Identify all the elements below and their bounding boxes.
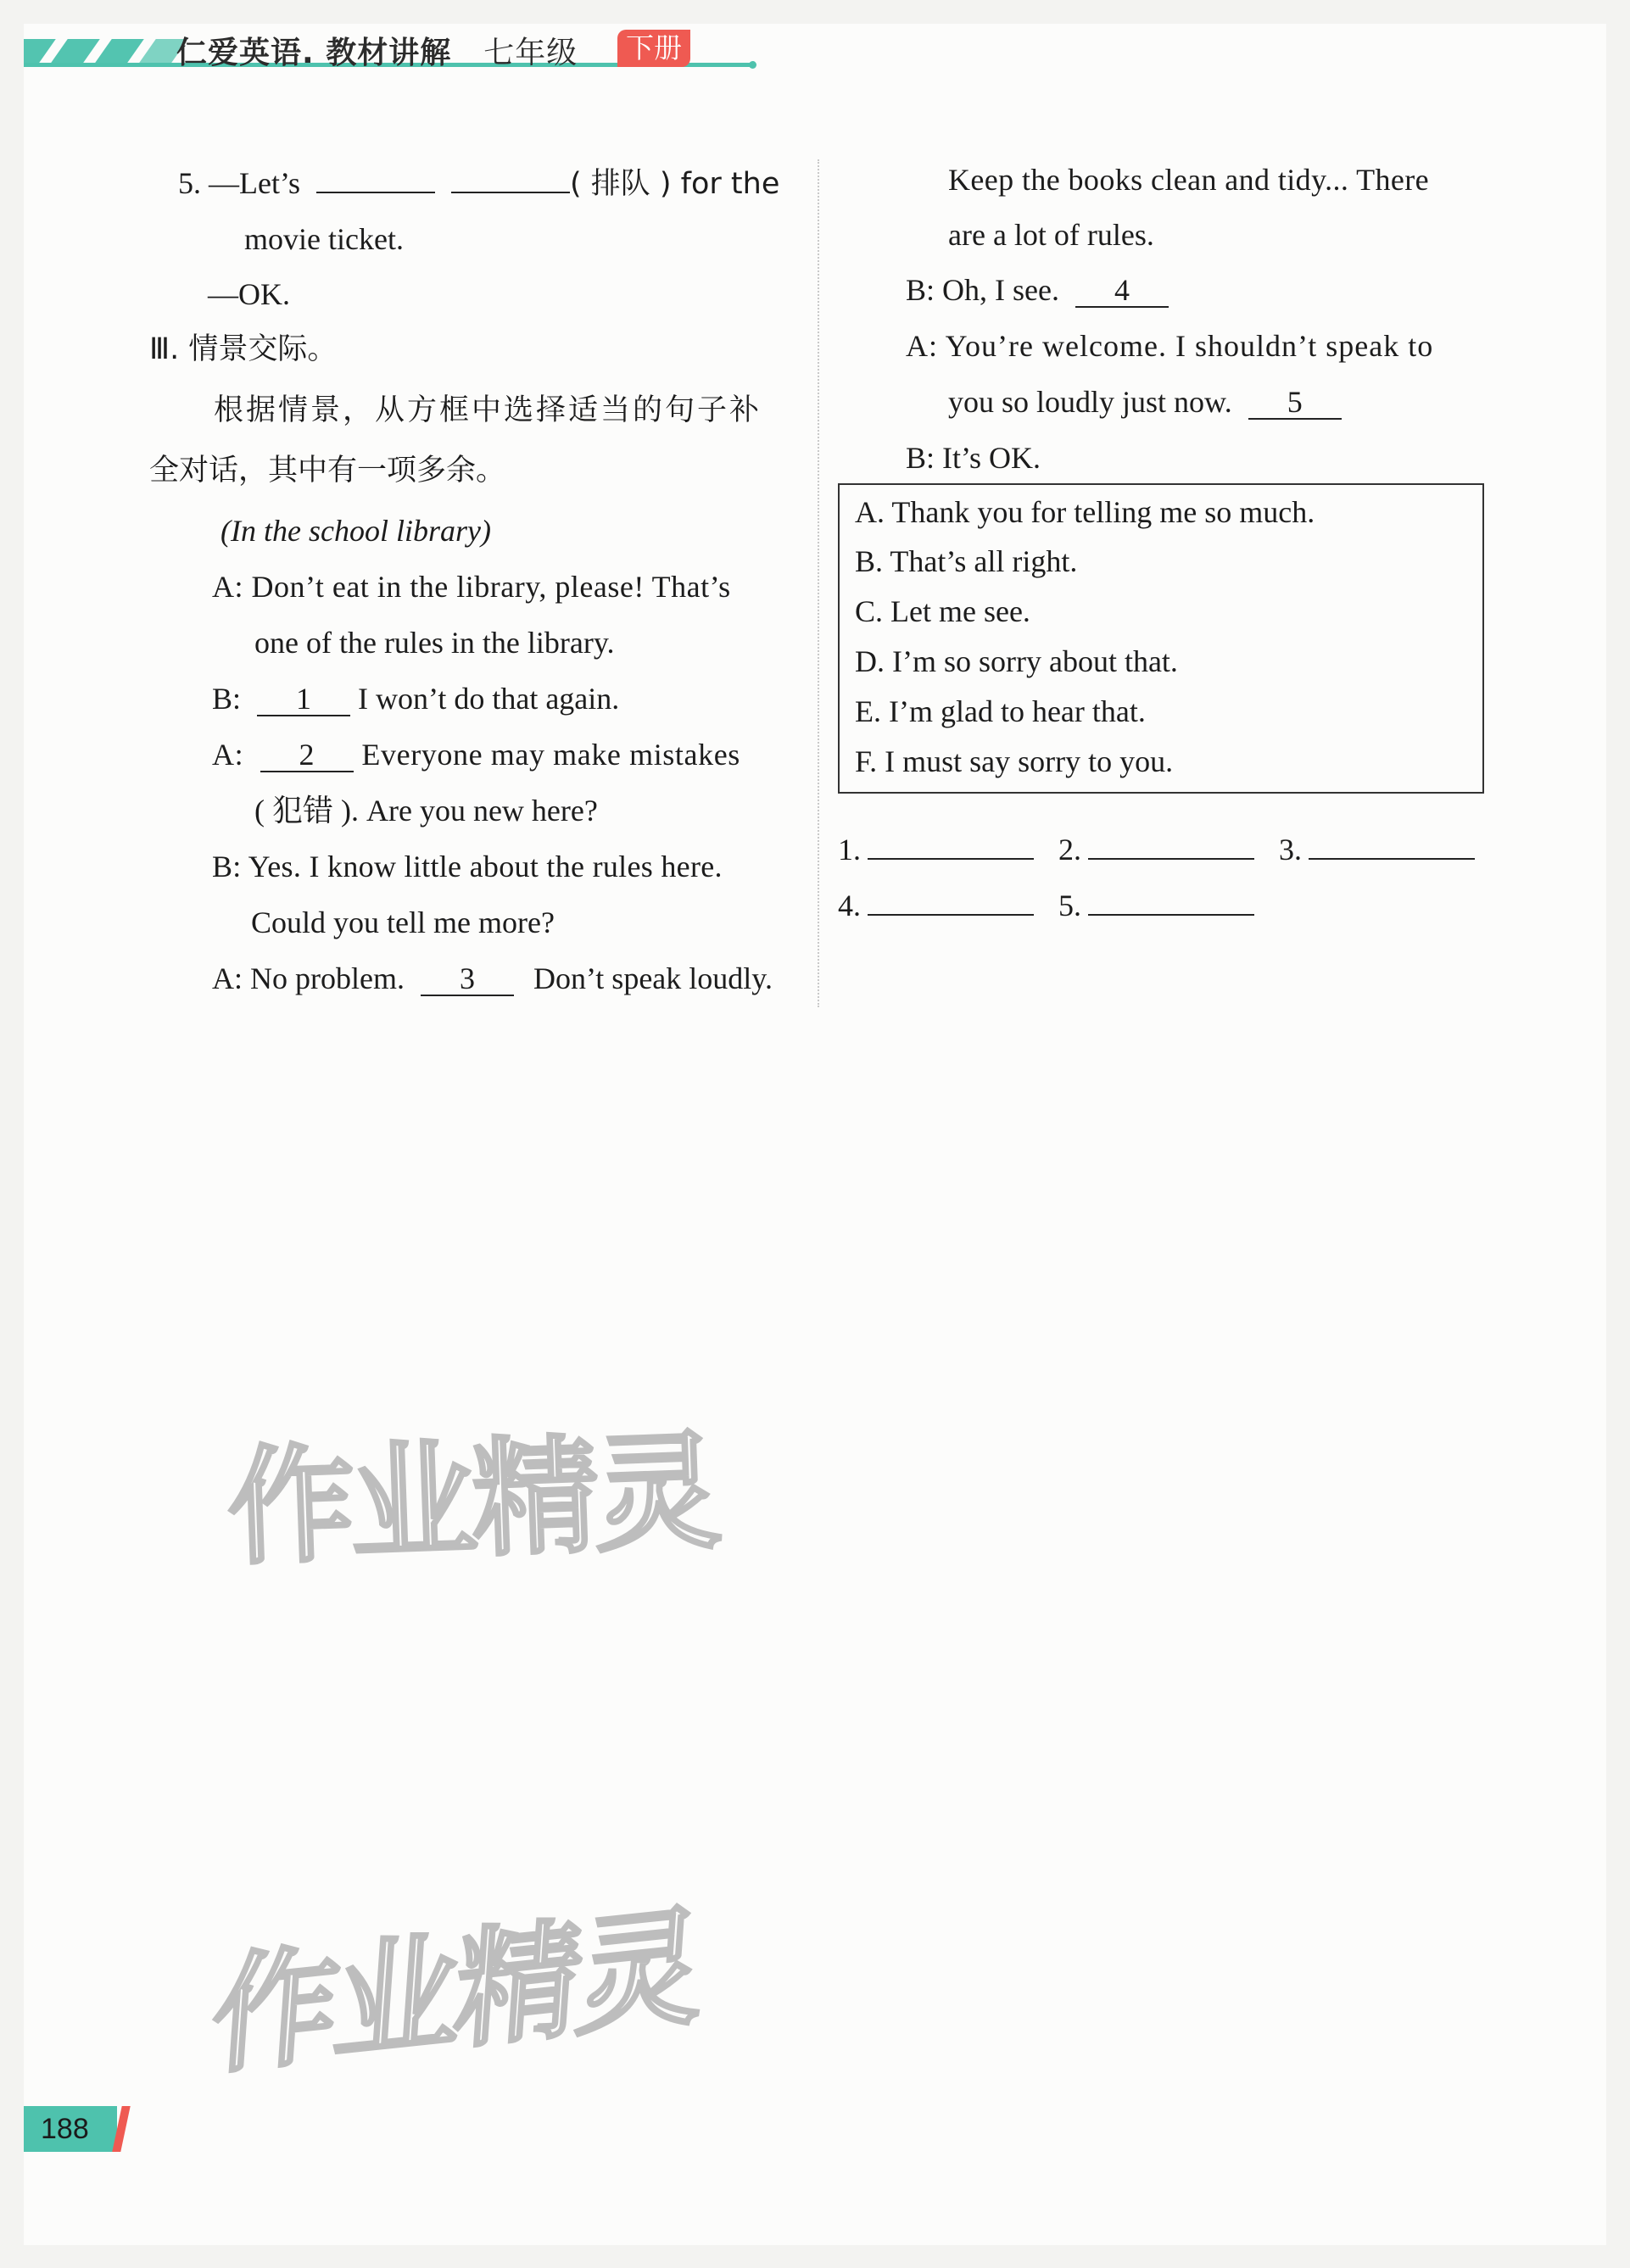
dialogue-line-8: A: No problem. 3 Don’t speak loudly.	[212, 961, 773, 995]
dialogue-line-3: B: 1 I won’t do that again.	[212, 682, 620, 716]
dialogue-right-line-6: B: It’s OK.	[906, 441, 1041, 475]
dialogue-blank-2[interactable]: 2	[260, 738, 354, 772]
volume-tag: 下册	[617, 30, 690, 67]
dialogue-line-2: one of the rules in the library.	[254, 626, 615, 660]
dialogue-right-line-3: B: Oh, I see. 4	[906, 271, 1169, 309]
option-f: F. I must say sorry to you.	[855, 744, 1174, 778]
dialogue-line-7: Could you tell me more?	[251, 906, 555, 939]
option-e: E. I’m glad to hear that.	[855, 694, 1146, 728]
section-3-instruction-2: 全对话，其中有一项多余。	[149, 454, 506, 488]
dialogue-right-line-4: A: You’re welcome. I shouldn’t speak to	[906, 329, 1434, 363]
dialogue-right-line-2: are a lot of rules.	[948, 218, 1154, 252]
options-box	[838, 483, 1484, 794]
grade-label: 七年级	[483, 36, 578, 70]
dialogue-right-line-1: Keep the books clean and tidy... There	[948, 163, 1430, 197]
dialogue-line-1: A: Don’t eat in the library, please! That’s	[212, 570, 731, 604]
header-rule-dot	[749, 61, 756, 69]
option-d: D. I’m so sorry about that.	[855, 644, 1178, 678]
dialogue-blank-1[interactable]: 1	[257, 683, 350, 716]
q5-blank-1[interactable]	[316, 159, 435, 193]
answer-row-1: 1. 2. 3.	[838, 826, 1475, 868]
q5-line1: 5. —Let’s ( 排队 ) for the	[178, 159, 779, 203]
column-divider	[818, 159, 819, 1007]
scene-label: (In the school library)	[220, 514, 491, 548]
answer-blank-2[interactable]	[1088, 826, 1254, 860]
dialogue-blank-5[interactable]: 5	[1248, 386, 1342, 420]
dialogue-blank-3[interactable]: 3	[421, 962, 514, 996]
dialogue-right-line-5: you so loudly just now. 5	[948, 383, 1342, 421]
q5-line3: —OK.	[208, 277, 290, 311]
answer-blank-1[interactable]	[868, 826, 1034, 860]
answer-blank-5[interactable]	[1088, 882, 1254, 916]
section-3-heading: Ⅲ. 情景交际。	[149, 332, 338, 366]
option-c: C. Let me see.	[855, 594, 1030, 628]
answer-blank-3[interactable]	[1309, 826, 1475, 860]
dialogue-line-6: B: Yes. I know little about the rules here.	[212, 850, 723, 883]
section-3-instruction-1: 根据情景，从方框中选择适当的句子补	[214, 393, 762, 427]
option-a: A. Thank you for telling me so much.	[855, 495, 1315, 529]
book-title: 仁爱英语. 教材讲解	[176, 36, 452, 70]
header-title	[176, 29, 578, 72]
page-number: 188	[41, 2113, 89, 2145]
q5-blank-2[interactable]	[451, 159, 570, 193]
dialogue-line-5: ( 犯错 ). Are you new here?	[254, 794, 598, 828]
answer-row-2: 4. 5.	[838, 882, 1254, 924]
dialogue-line-4: A: 2 Everyone may make mistakes	[212, 738, 740, 772]
answer-blank-4[interactable]	[868, 882, 1034, 916]
dialogue-blank-4[interactable]: 4	[1075, 274, 1169, 308]
q5-line2: movie ticket.	[244, 222, 404, 256]
watermark-1: 作业精灵	[225, 1418, 719, 1583]
page	[24, 24, 1606, 2245]
header-stripes	[24, 39, 185, 63]
watermark-2: 作业精灵	[207, 1892, 704, 2093]
option-b: B. That’s all right.	[855, 544, 1078, 578]
